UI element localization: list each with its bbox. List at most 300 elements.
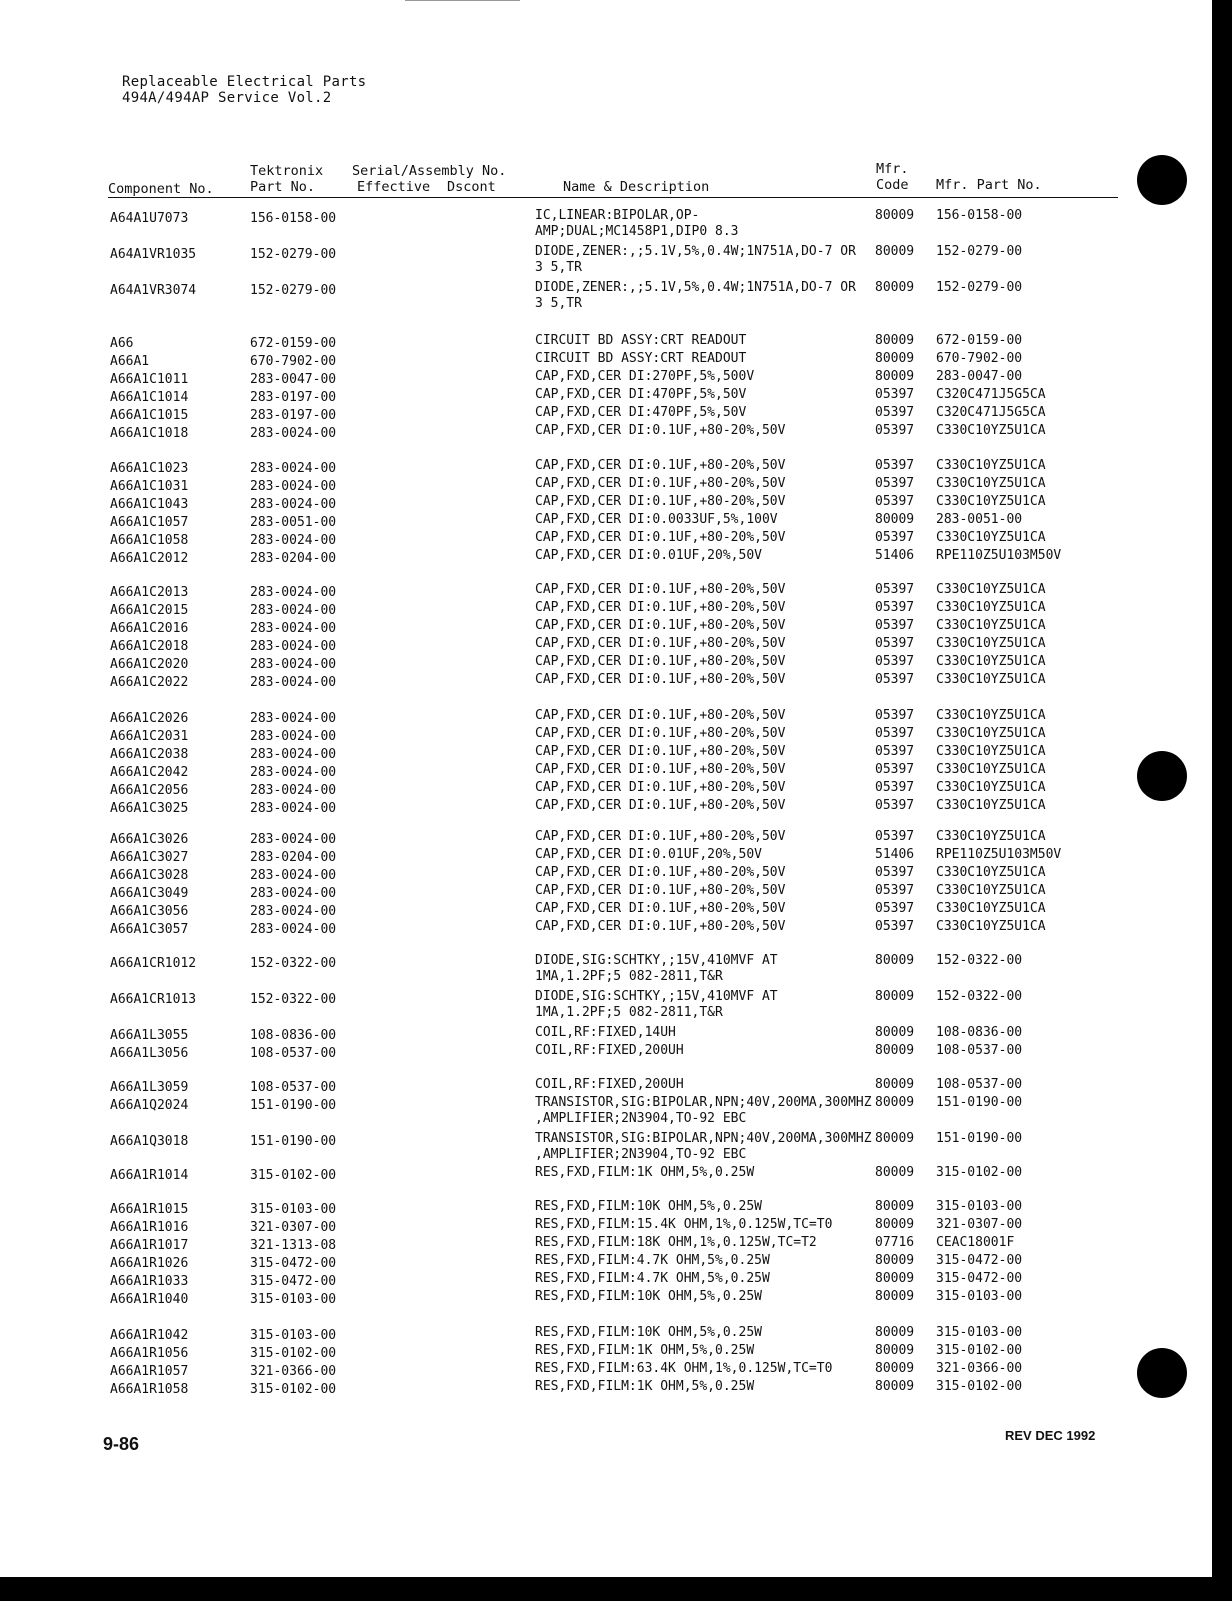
component-number: A66A1CR1012 [110, 956, 197, 971]
part-description: CAP,FXD,CER DI:0.1UF,+80-20%,50V [535, 901, 786, 916]
table-row [0, 919, 1200, 937]
mfr-part-number: C330C10YZ5U1CA [936, 423, 1046, 438]
part-description: RES,FXD,FILM:4.7K OHM,5%,0.25W [535, 1253, 770, 1268]
table-row [0, 726, 1200, 744]
mfr-part-number: RPE110Z5U103M50V [936, 847, 1062, 862]
part-description: COIL,RF:FIXED,200UH [535, 1077, 684, 1092]
mfr-part-number: 321-0366-00 [936, 1361, 1023, 1376]
tektronix-part-number: 108-0836-00 [250, 1028, 337, 1043]
mfr-code: 80009 [875, 1271, 915, 1286]
mfr-code: 05397 [875, 780, 915, 795]
mfr-part-number: 152-0322-00 [936, 953, 1023, 968]
part-description: CAP,FXD,CER DI:0.1UF,+80-20%,50V [535, 883, 786, 898]
table-row [0, 1025, 1200, 1043]
part-description: COIL,RF:FIXED,200UH [535, 1043, 684, 1058]
mfr-code: 07716 [875, 1235, 915, 1250]
part-description: CAP,FXD,CER DI:0.1UF,+80-20%,50V [535, 708, 786, 723]
component-number: A66A1C1011 [110, 372, 189, 387]
tektronix-part-number: 283-0024-00 [250, 904, 337, 919]
mfr-part-number: 315-0102-00 [936, 1343, 1023, 1358]
scan-edge-right [1212, 0, 1232, 1601]
component-number: A66A1L3059 [110, 1080, 189, 1095]
mfr-part-number: 283-0047-00 [936, 369, 1023, 384]
table-row [0, 636, 1200, 654]
table-row [0, 829, 1200, 847]
mfr-part-number: C330C10YZ5U1CA [936, 708, 1046, 723]
mfr-part-number: 321-0307-00 [936, 1217, 1023, 1232]
mfr-part-number: C330C10YZ5U1CA [936, 494, 1046, 509]
mfr-part-number: C330C10YZ5U1CA [936, 530, 1046, 545]
component-number: A66A1C2018 [110, 639, 189, 654]
table-row [0, 901, 1200, 919]
mfr-code: 05397 [875, 654, 915, 669]
mfr-code: 80009 [875, 208, 915, 223]
component-number: A66A1CR1013 [110, 992, 197, 1007]
col-mfr-part: Mfr. Part No. [936, 177, 1042, 193]
tektronix-part-number: 283-0024-00 [250, 765, 337, 780]
tektronix-part-number: 283-0197-00 [250, 408, 337, 423]
mfr-part-number: 151-0190-00 [936, 1095, 1023, 1110]
tektronix-part-number: 283-0197-00 [250, 390, 337, 405]
document-header [122, 74, 366, 106]
mfr-part-number: 315-0102-00 [936, 1379, 1023, 1394]
mfr-code: 05397 [875, 600, 915, 615]
part-description: COIL,RF:FIXED,14UH [535, 1025, 676, 1040]
table-row [0, 351, 1200, 369]
table-row [0, 672, 1200, 690]
col-tek-bottom: Part No. [250, 179, 316, 195]
table-row [0, 1343, 1200, 1361]
component-number: A66A1R1040 [110, 1292, 189, 1307]
mfr-code: 80009 [875, 1095, 915, 1110]
mfr-code: 80009 [875, 989, 915, 1004]
part-description: CAP,FXD,CER DI:470PF,5%,50V [535, 387, 747, 402]
mfr-part-number: 156-0158-00 [936, 208, 1023, 223]
mfr-part-number: 152-0279-00 [936, 280, 1023, 295]
mfr-part-number: 151-0190-00 [936, 1131, 1023, 1146]
table-row [0, 1131, 1200, 1162]
mfr-code: 05397 [875, 829, 915, 844]
tektronix-part-number: 152-0279-00 [250, 247, 337, 262]
mfr-code: 80009 [875, 512, 915, 527]
table-row [0, 780, 1200, 798]
punch-hole-top [1137, 155, 1187, 205]
tektronix-part-number: 283-0024-00 [250, 533, 337, 548]
mfr-code: 51406 [875, 548, 915, 563]
tektronix-part-number: 108-0537-00 [250, 1080, 337, 1095]
table-row [0, 582, 1200, 600]
table-row [0, 600, 1200, 618]
component-number: A66A1R1057 [110, 1364, 189, 1379]
component-number: A66A1L3055 [110, 1028, 189, 1043]
table-row [0, 530, 1200, 548]
mfr-part-number: C330C10YZ5U1CA [936, 458, 1046, 473]
mfr-code: 05397 [875, 476, 915, 491]
table-row [0, 244, 1200, 275]
mfr-code: 05397 [875, 901, 915, 916]
mfr-code: 80009 [875, 333, 915, 348]
mfr-code: 05397 [875, 423, 915, 438]
tektronix-part-number: 283-0024-00 [250, 832, 337, 847]
mfr-part-number: C320C471J5G5CA [936, 405, 1046, 420]
part-description: CAP,FXD,CER DI:0.01UF,20%,50V [535, 548, 762, 563]
part-description: CAP,FXD,CER DI:0.1UF,+80-20%,50V [535, 654, 786, 669]
tektronix-part-number: 321-1313-08 [250, 1238, 337, 1253]
tektronix-part-number: 315-0472-00 [250, 1274, 337, 1289]
tektronix-part-number: 283-0024-00 [250, 729, 337, 744]
mfr-part-number: 283-0051-00 [936, 512, 1023, 527]
part-description: CAP,FXD,CER DI:0.1UF,+80-20%,50V [535, 780, 786, 795]
component-number: A66A1C3028 [110, 868, 189, 883]
part-description: CAP,FXD,CER DI:0.1UF,+80-20%,50V [535, 865, 786, 880]
mfr-code: 05397 [875, 672, 915, 687]
mfr-part-number: C330C10YZ5U1CA [936, 600, 1046, 615]
mfr-part-number: C330C10YZ5U1CA [936, 476, 1046, 491]
component-number: A66A1R1058 [110, 1382, 189, 1397]
mfr-code: 80009 [875, 1289, 915, 1304]
mfr-part-number: 315-0103-00 [936, 1199, 1023, 1214]
table-row [0, 1077, 1200, 1095]
mfr-part-number: C330C10YZ5U1CA [936, 883, 1046, 898]
mfr-code: 80009 [875, 1165, 915, 1180]
mfr-part-number: C330C10YZ5U1CA [936, 744, 1046, 759]
part-description: DIODE,SIG:SCHTKY,;15V,410MVF AT 1MA,1.2PF;5 082-2811,T&R [535, 953, 778, 984]
scan-edge-bottom [0, 1577, 1232, 1601]
tektronix-part-number: 283-0024-00 [250, 675, 337, 690]
part-description: CAP,FXD,CER DI:470PF,5%,50V [535, 405, 747, 420]
mfr-code: 80009 [875, 1379, 915, 1394]
component-number: A66A1R1033 [110, 1274, 189, 1289]
part-description: RES,FXD,FILM:18K OHM,1%,0.125W,TC=T2 [535, 1235, 817, 1250]
mfr-part-number: C330C10YZ5U1CA [936, 829, 1046, 844]
part-description: CAP,FXD,CER DI:0.1UF,+80-20%,50V [535, 423, 786, 438]
table-row [0, 387, 1200, 405]
mfr-code: 05397 [875, 458, 915, 473]
mfr-code: 05397 [875, 865, 915, 880]
tektronix-part-number: 315-0102-00 [250, 1346, 337, 1361]
tektronix-part-number: 315-0472-00 [250, 1256, 337, 1271]
table-row [0, 762, 1200, 780]
component-number: A66A1L3056 [110, 1046, 189, 1061]
tektronix-part-number: 283-0204-00 [250, 551, 337, 566]
part-description: CAP,FXD,CER DI:0.1UF,+80-20%,50V [535, 600, 786, 615]
table-row [0, 548, 1200, 566]
component-number: A66A1R1017 [110, 1238, 189, 1253]
mfr-part-number: C330C10YZ5U1CA [936, 780, 1046, 795]
table-row [0, 1235, 1200, 1253]
tektronix-part-number: 283-0024-00 [250, 783, 337, 798]
table-row [0, 618, 1200, 636]
part-description: CAP,FXD,CER DI:0.1UF,+80-20%,50V [535, 530, 786, 545]
table-row [0, 989, 1200, 1020]
mfr-code: 05397 [875, 494, 915, 509]
tektronix-part-number: 315-0103-00 [250, 1292, 337, 1307]
col-serial: Serial/Assembly No. [352, 163, 507, 179]
mfr-part-number: 108-0537-00 [936, 1077, 1023, 1092]
part-description: CAP,FXD,CER DI:0.1UF,+80-20%,50V [535, 582, 786, 597]
mfr-code: 80009 [875, 1343, 915, 1358]
mfr-part-number: 108-0836-00 [936, 1025, 1023, 1040]
mfr-part-number: 108-0537-00 [936, 1043, 1023, 1058]
part-description: CAP,FXD,CER DI:0.01UF,20%,50V [535, 847, 762, 862]
part-description: RES,FXD,FILM:4.7K OHM,5%,0.25W [535, 1271, 770, 1286]
table-row [0, 1271, 1200, 1289]
mfr-part-number: C330C10YZ5U1CA [936, 618, 1046, 633]
part-description: RES,FXD,FILM:10K OHM,5%,0.25W [535, 1289, 762, 1304]
component-number: A66A1C2038 [110, 747, 189, 762]
table-row [0, 333, 1200, 351]
component-number: A66A1Q3018 [110, 1134, 189, 1149]
mfr-code: 80009 [875, 1325, 915, 1340]
component-number: A66A1C2022 [110, 675, 189, 690]
mfr-code: 05397 [875, 530, 915, 545]
part-description: CAP,FXD,CER DI:0.0033UF,5%,100V [535, 512, 778, 527]
mfr-part-number: C330C10YZ5U1CA [936, 901, 1046, 916]
table-row [0, 423, 1200, 441]
header-rule [108, 197, 1118, 198]
mfr-code: 80009 [875, 244, 915, 259]
tektronix-part-number: 152-0279-00 [250, 283, 337, 298]
component-number: A66A1C3057 [110, 922, 189, 937]
table-row [0, 865, 1200, 883]
part-description: RES,FXD,FILM:10K OHM,5%,0.25W [535, 1199, 762, 1214]
col-component: Component No. [108, 181, 214, 197]
component-number: A66A1C3049 [110, 886, 189, 901]
component-number: A66A1C2015 [110, 603, 189, 618]
tektronix-part-number: 283-0047-00 [250, 372, 337, 387]
component-number: A66A1R1014 [110, 1168, 189, 1183]
table-row [0, 953, 1200, 984]
component-number: A66A1C1018 [110, 426, 189, 441]
component-number: A66A1C1043 [110, 497, 189, 512]
tektronix-part-number: 283-0024-00 [250, 922, 337, 937]
mfr-part-number: 152-0279-00 [936, 244, 1023, 259]
mfr-part-number: C330C10YZ5U1CA [936, 726, 1046, 741]
mfr-part-number: C330C10YZ5U1CA [936, 672, 1046, 687]
part-description: CAP,FXD,CER DI:0.1UF,+80-20%,50V [535, 458, 786, 473]
tektronix-part-number: 283-0024-00 [250, 801, 337, 816]
mfr-code: 05397 [875, 919, 915, 934]
part-description: CAP,FXD,CER DI:0.1UF,+80-20%,50V [535, 919, 786, 934]
table-row [0, 708, 1200, 726]
mfr-part-number: 152-0322-00 [936, 989, 1023, 1004]
mfr-code: 80009 [875, 1217, 915, 1232]
part-description: CAP,FXD,CER DI:0.1UF,+80-20%,50V [535, 829, 786, 844]
tektronix-part-number: 283-0024-00 [250, 747, 337, 762]
mfr-code: 80009 [875, 351, 915, 366]
mfr-code: 05397 [875, 582, 915, 597]
component-number: A66A1C2031 [110, 729, 189, 744]
table-row [0, 369, 1200, 387]
part-description: CAP,FXD,CER DI:0.1UF,+80-20%,50V [535, 726, 786, 741]
tektronix-part-number: 283-0024-00 [250, 886, 337, 901]
mfr-code: 05397 [875, 618, 915, 633]
tektronix-part-number: 152-0322-00 [250, 956, 337, 971]
mfr-code: 80009 [875, 953, 915, 968]
component-number: A66A1 [110, 354, 150, 369]
tektronix-part-number: 283-0024-00 [250, 603, 337, 618]
mfr-code: 80009 [875, 369, 915, 384]
tektronix-part-number: 283-0024-00 [250, 868, 337, 883]
mfr-part-number: 315-0103-00 [936, 1325, 1023, 1340]
tektronix-part-number: 283-0204-00 [250, 850, 337, 865]
table-row [0, 1217, 1200, 1235]
mfr-code: 80009 [875, 1131, 915, 1146]
part-description: RES,FXD,FILM:63.4K OHM,1%,0.125W,TC=T0 [535, 1361, 833, 1376]
mfr-code: 80009 [875, 280, 915, 295]
tektronix-part-number: 315-0102-00 [250, 1168, 337, 1183]
part-description: IC,LINEAR:BIPOLAR,OP-AMP;DUAL;MC1458P1,DIP0 8.3 [535, 208, 739, 239]
part-description: CAP,FXD,CER DI:0.1UF,+80-20%,50V [535, 618, 786, 633]
mfr-code: 05397 [875, 883, 915, 898]
part-description: RES,FXD,FILM:15.4K OHM,1%,0.125W,TC=T0 [535, 1217, 833, 1232]
col-effective: Effective [357, 179, 431, 195]
part-description: DIODE,ZENER:,;5.1V,5%,0.4W;1N751A,DO-7 OR 3 5,TR [535, 280, 856, 311]
component-number: A66A1C2020 [110, 657, 189, 672]
tektronix-part-number: 108-0537-00 [250, 1046, 337, 1061]
tektronix-part-number: 672-0159-00 [250, 336, 337, 351]
tektronix-part-number: 283-0024-00 [250, 479, 337, 494]
mfr-code: 80009 [875, 1025, 915, 1040]
tektronix-part-number: 151-0190-00 [250, 1098, 337, 1113]
table-row [0, 280, 1200, 311]
revision-date: REV DEC 1992 [1005, 1428, 1096, 1443]
col-mfr-top: Mfr. [876, 161, 909, 177]
component-number: A66A1Q2024 [110, 1098, 189, 1113]
part-description: CAP,FXD,CER DI:0.1UF,+80-20%,50V [535, 762, 786, 777]
mfr-code: 05397 [875, 798, 915, 813]
col-tek-top: Tektronix [250, 163, 324, 179]
component-number: A66A1R1056 [110, 1346, 189, 1361]
component-number: A64A1VR1035 [110, 247, 197, 262]
tektronix-part-number: 321-0366-00 [250, 1364, 337, 1379]
component-number: A66A1C1014 [110, 390, 189, 405]
tektronix-part-number: 315-0102-00 [250, 1382, 337, 1397]
component-number: A66A1C1031 [110, 479, 189, 494]
tektronix-part-number: 283-0024-00 [250, 639, 337, 654]
col-dscont: Dscont [447, 179, 496, 195]
component-number: A66A1C2013 [110, 585, 189, 600]
table-row [0, 1043, 1200, 1061]
mfr-code: 05397 [875, 636, 915, 651]
table-row [0, 847, 1200, 865]
component-number: A66A1C2042 [110, 765, 189, 780]
table-row [0, 654, 1200, 672]
tektronix-part-number: 283-0024-00 [250, 461, 337, 476]
component-number: A66A1R1015 [110, 1202, 189, 1217]
page-number: 9-86 [103, 1434, 140, 1454]
header-subtitle: 494A/494AP Service Vol.2 [122, 90, 332, 106]
top-rule [405, 0, 520, 1]
part-description: CAP,FXD,CER DI:0.1UF,+80-20%,50V [535, 798, 786, 813]
component-number: A66A1C2016 [110, 621, 189, 636]
part-description: CAP,FXD,CER DI:0.1UF,+80-20%,50V [535, 744, 786, 759]
mfr-code: 80009 [875, 1361, 915, 1376]
mfr-part-number: C330C10YZ5U1CA [936, 654, 1046, 669]
mfr-part-number: 315-0472-00 [936, 1253, 1023, 1268]
table-row [0, 1165, 1200, 1183]
mfr-part-number: 315-0103-00 [936, 1289, 1023, 1304]
part-description: CAP,FXD,CER DI:0.1UF,+80-20%,50V [535, 636, 786, 651]
tektronix-part-number: 283-0024-00 [250, 497, 337, 512]
header-title: Replaceable Electrical Parts [122, 74, 367, 90]
part-description: CAP,FXD,CER DI:0.1UF,+80-20%,50V [535, 672, 786, 687]
tektronix-part-number: 283-0051-00 [250, 515, 337, 530]
table-row [0, 883, 1200, 901]
component-number: A66A1C1015 [110, 408, 189, 423]
part-description: CIRCUIT BD ASSY:CRT READOUT [535, 333, 747, 348]
table-row [0, 1253, 1200, 1271]
tektronix-part-number: 283-0024-00 [250, 585, 337, 600]
mfr-part-number: 672-0159-00 [936, 333, 1023, 348]
tektronix-part-number: 283-0024-00 [250, 621, 337, 636]
mfr-part-number: 315-0472-00 [936, 1271, 1023, 1286]
mfr-code: 05397 [875, 726, 915, 741]
tektronix-part-number: 151-0190-00 [250, 1134, 337, 1149]
component-number: A66A1C3025 [110, 801, 189, 816]
mfr-part-number: RPE110Z5U103M50V [936, 548, 1062, 563]
part-description: CAP,FXD,CER DI:0.1UF,+80-20%,50V [535, 476, 786, 491]
table-row [0, 744, 1200, 762]
component-number: A64A1U7073 [110, 211, 189, 226]
component-number: A66 [110, 336, 134, 351]
mfr-part-number: C320C471J5G5CA [936, 387, 1046, 402]
table-row [0, 1361, 1200, 1379]
tektronix-part-number: 156-0158-00 [250, 211, 337, 226]
mfr-part-number: C330C10YZ5U1CA [936, 582, 1046, 597]
component-number: A66A1R1042 [110, 1328, 189, 1343]
part-description: CIRCUIT BD ASSY:CRT READOUT [535, 351, 747, 366]
component-number: A66A1C3056 [110, 904, 189, 919]
tektronix-part-number: 152-0322-00 [250, 992, 337, 1007]
table-row [0, 1095, 1200, 1126]
col-mfr-code: Code [876, 177, 909, 193]
mfr-part-number: C330C10YZ5U1CA [936, 636, 1046, 651]
mfr-code: 80009 [875, 1077, 915, 1092]
mfr-code: 05397 [875, 405, 915, 420]
mfr-code: 05397 [875, 744, 915, 759]
mfr-part-number: C330C10YZ5U1CA [936, 865, 1046, 880]
part-description: TRANSISTOR,SIG:BIPOLAR,NPN;40V,200MA,300MHZ ,AMPLIFIER;2N3904,TO-92 EBC [535, 1131, 872, 1162]
table-row [0, 405, 1200, 423]
mfr-code: 05397 [875, 708, 915, 723]
table-row [0, 1289, 1200, 1307]
mfr-code: 80009 [875, 1199, 915, 1214]
mfr-part-number: C330C10YZ5U1CA [936, 762, 1046, 777]
part-description: CAP,FXD,CER DI:270PF,5%,500V [535, 369, 755, 384]
mfr-code: 51406 [875, 847, 915, 862]
component-number: A66A1C2056 [110, 783, 189, 798]
mfr-code: 80009 [875, 1043, 915, 1058]
component-number: A66A1R1016 [110, 1220, 189, 1235]
col-name-description: Name & Description [563, 179, 710, 195]
component-number: A66A1C3026 [110, 832, 189, 847]
tektronix-part-number: 283-0024-00 [250, 711, 337, 726]
component-number: A66A1C1057 [110, 515, 189, 530]
part-description: DIODE,ZENER:,;5.1V,5%,0.4W;1N751A,DO-7 OR 3 5,TR [535, 244, 856, 275]
component-number: A64A1VR3074 [110, 283, 197, 298]
mfr-code: 80009 [875, 1253, 915, 1268]
component-number: A66A1C1058 [110, 533, 189, 548]
part-description: TRANSISTOR,SIG:BIPOLAR,NPN;40V,200MA,300MHZ ,AMPLIFIER;2N3904,TO-92 EBC [535, 1095, 872, 1126]
mfr-part-number: C330C10YZ5U1CA [936, 919, 1046, 934]
component-number: A66A1R1026 [110, 1256, 189, 1271]
mfr-part-number: C330C10YZ5U1CA [936, 798, 1046, 813]
table-row [0, 1199, 1200, 1217]
mfr-part-number: CEAC18001F [936, 1235, 1015, 1250]
tektronix-part-number: 315-0103-00 [250, 1202, 337, 1217]
table-row [0, 798, 1200, 816]
